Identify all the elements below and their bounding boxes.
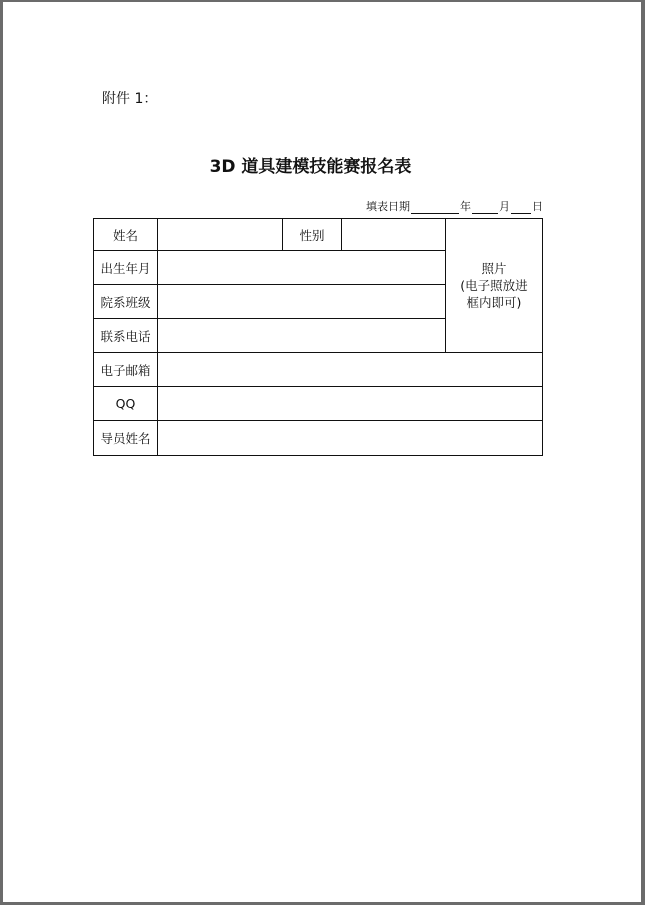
photo-label: 照片	[481, 261, 507, 276]
phone-label: 联系电话	[94, 319, 158, 353]
day-label: 日	[532, 200, 543, 213]
department-class-label: 院系班级	[94, 285, 158, 319]
year-label: 年	[460, 200, 471, 213]
name-label: 姓名	[94, 219, 158, 251]
email-field[interactable]	[158, 353, 543, 387]
qq-label: QQ	[94, 387, 158, 421]
table-row	[94, 387, 543, 421]
department-class-field[interactable]	[158, 285, 446, 319]
photo-hint-line1: (电子照放进	[460, 278, 528, 293]
fill-date-line	[366, 198, 543, 214]
gender-field[interactable]	[342, 219, 446, 251]
email-label: 电子邮箱	[94, 353, 158, 387]
advisor-name-field[interactable]	[158, 421, 543, 456]
name-field[interactable]	[158, 219, 283, 251]
gender-label: 性别	[283, 219, 342, 251]
registration-table	[93, 218, 543, 456]
month-label: 月	[499, 200, 510, 213]
table-row	[94, 421, 543, 456]
document-page	[3, 2, 641, 902]
advisor-name-label: 导员姓名	[94, 421, 158, 456]
fill-date-label: 填表日期	[366, 200, 410, 213]
day-blank[interactable]	[511, 202, 531, 214]
month-blank[interactable]	[472, 202, 498, 214]
phone-field[interactable]	[158, 319, 446, 353]
year-blank[interactable]	[411, 202, 459, 214]
photo-hint-line2: 框内即可)	[466, 295, 522, 310]
attachment-label: 附件 1：	[102, 91, 158, 107]
birth-field[interactable]	[158, 251, 446, 285]
form-title: 3D 道具建模技能赛报名表	[209, 157, 412, 177]
birth-label: 出生年月	[94, 251, 158, 285]
photo-box[interactable]	[446, 219, 543, 353]
table-row	[94, 353, 543, 387]
table-row	[94, 219, 543, 251]
qq-field[interactable]	[158, 387, 543, 421]
